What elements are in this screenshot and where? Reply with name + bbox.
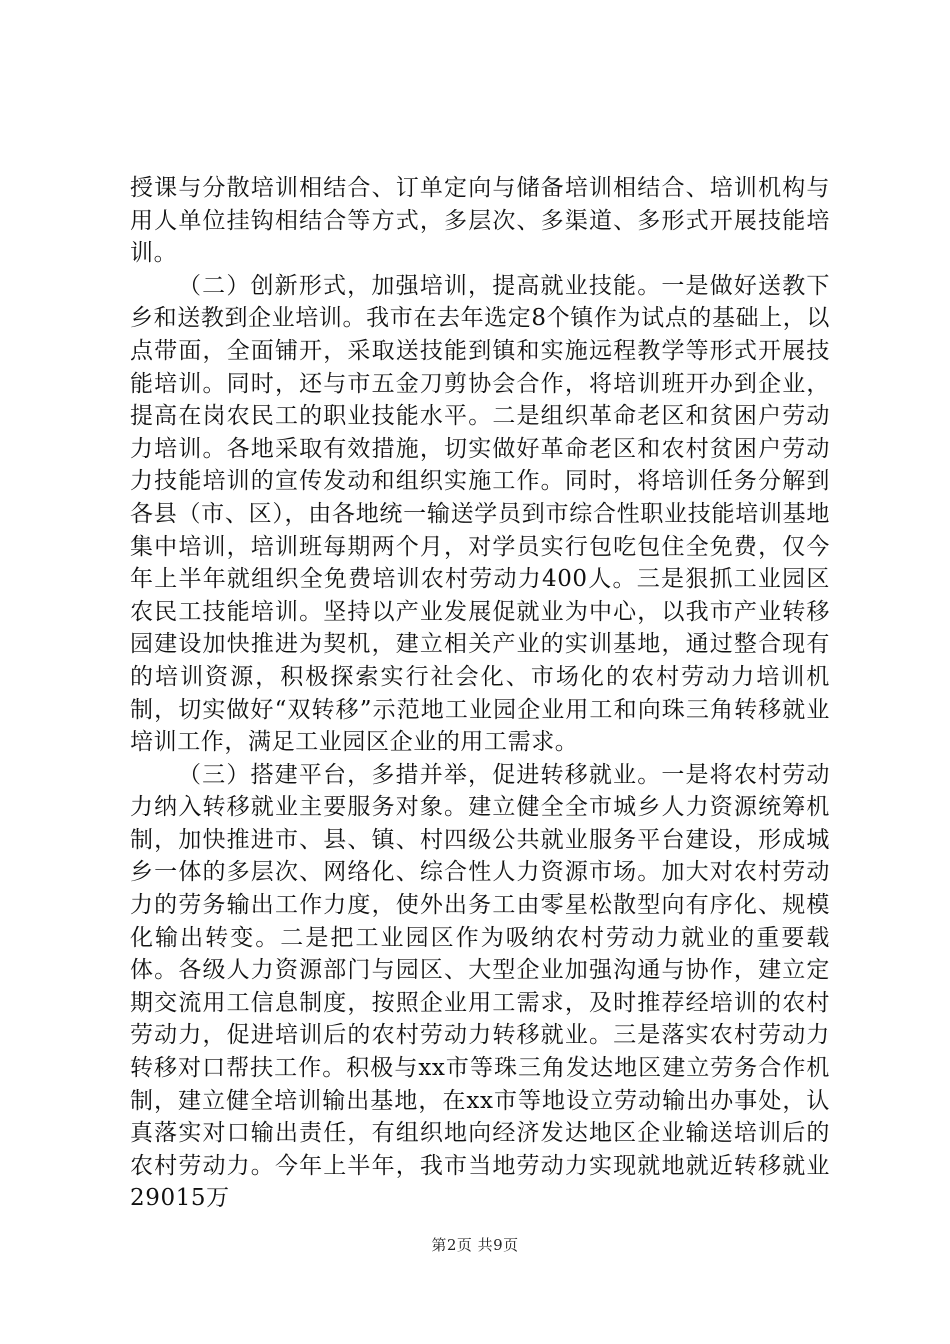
paragraph-innovate-training: （二）创新形式，加强培训，提高就业技能。一是做好送教下乡和送教到企业培训。我市在去年选定8个镇作为试点的基础上，以点带面，全面铺开，采取送技能到镇和实施远程教学等形式开展技能培训。同时，还与市五金刀剪协会合作，将培训班开办到企业，提高在岗农民工的职业技能水平。二是组织革命老区和贫困户劳动力培训。各地采取有效措施，切实做好革命老区和农村贫困户劳动力技能培训的宣传发动和组织实施工作。同时，将培训任务分解到各县（市、区），由各地统一输送学员到市综合性职业技能培训基地集中培训，培训班每期两个月，对学员实行包吃包住全免费，仅今年上半年就组织全免费培训农村劳动力400人。三是狠抓工业园区农民工技能培训。坚持以产业发展促就业为中心，以我市产业转移园建设加快推进为契机，建立相关产业的实训基地，通过整合现有的培训资源，积极探索实行社会化、市场化的农村劳动力培训机制，切实做好“双转移”示范地工业园企业用工和向珠三角转移就业培训工作，满足工业园区企业的用工需求。	[130, 272, 830, 756]
page-footer: 第2页 共9页	[431, 1236, 519, 1254]
paragraph-continuation: 授课与分散培训相结合、订单定向与储备培训相结合、培训机构与用人单位挂钩相结合等方式，多层次、多渠道、多形式开展技能培训。	[130, 175, 830, 267]
paragraph-build-platform: （三）搭建平台，多措并举，促进转移就业。一是将农村劳动力纳入转移就业主要服务对象。建立健全全市城乡人力资源统筹机制，加快推进市、县、镇、村四级公共就业服务平台建设，形成城乡一体的多层次、网络化、综合性人力资源市场。加大对农村劳动力的劳务输出工作力度，使外出务工由零星松散型向有序化、规模化输出转变。二是把工业园区作为吸纳农村劳动力就业的重要载体。各级人力资源部门与园区、大型企业加强沟通与协作，建立定期交流用工信息制度，按照企业用工需求，及时推荐经培训的农村劳动力，促进培训后的农村劳动力转移就业。三是落实农村劳动力转移对口帮扶工作。积极与xx市等珠三角发达地区建立劳务合作机制，建立健全培训输出基地，在xx市等地设立劳动输出办事处，认真落实对口输出责任，有组织地向经济发达地区企业输送培训后的农村劳动力。今年上半年，我市当地劳动力实现就地就近转移就业29015万	[130, 761, 830, 1212]
document-body	[130, 172, 830, 1215]
